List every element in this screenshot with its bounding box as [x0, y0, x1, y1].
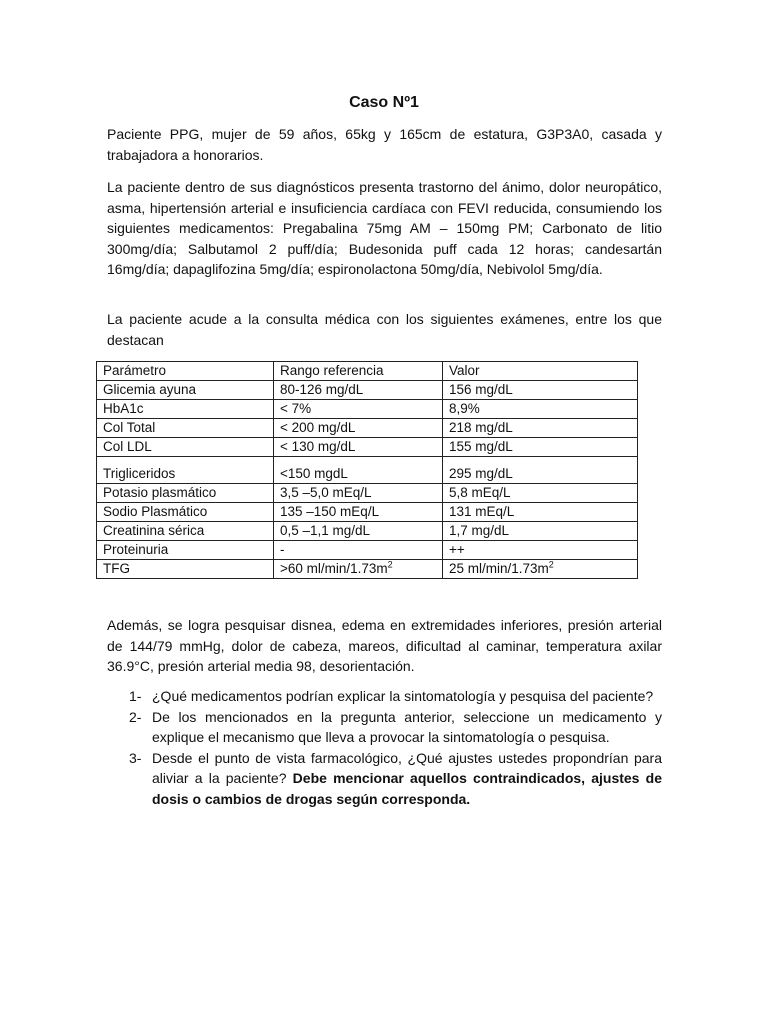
question-bold-text: Debe mencionar aquellos contraindicados, ajustes de dosis o cambios de drogas según corresponda.: [152, 770, 662, 807]
cell-value: 155 mg/dL: [443, 438, 638, 457]
cell-value: 5,8 mEq/L: [443, 484, 638, 503]
cell-parameter: Potasio plasmático: [97, 484, 274, 503]
header-reference-range: Rango referencia: [274, 362, 443, 381]
cell-parameter: TFG: [97, 560, 274, 579]
table-row: [97, 484, 638, 503]
table-row: [97, 400, 638, 419]
cell-range: < 130 mg/dL: [274, 438, 443, 457]
header-value: Valor: [443, 362, 638, 381]
cell-parameter: Proteinuria: [97, 541, 274, 560]
cell-range: <150 mgdL: [274, 457, 443, 484]
tfg-range-exponent: 2: [387, 559, 393, 570]
patient-description: Paciente PPG, mujer de 59 años, 65kg y 165cm de estatura, G3P3A0, casada y trabajadora a honorarios.: [107, 126, 662, 163]
tfg-value-exponent: 2: [548, 559, 554, 570]
cell-parameter: Glicemia ayuna: [97, 381, 274, 400]
cell-range: 3,5 –5,0 mEq/L: [274, 484, 443, 503]
table-row: [97, 457, 638, 484]
additional-findings: Además, se logra pesquisar disnea, edema en extremidades inferiores, presión arterial de 144/79 mmHg, dolor de cabeza, mareos, dificultad al caminar, temperatura axilar 36.9°C, presión arterial media 98, desorientación.: [107, 617, 662, 674]
cell-parameter: Col Total: [97, 419, 274, 438]
cell-value: 1,7 mg/dL: [443, 522, 638, 541]
cell-range: 80-126 mg/dL: [274, 381, 443, 400]
question-text: Desde el punto de vista farmacológico, ¿Qué ajustes ustedes propondrían para aliviar a la paciente?: [152, 749, 662, 786]
cell-parameter: Col LDL: [97, 438, 274, 457]
question-text: ¿Qué medicamentos podrían explicar la sintomatología y pesquisa del paciente?: [152, 688, 654, 704]
cell-parameter: Sodio Plasmático: [97, 503, 274, 522]
cell-value: 218 mg/dL: [443, 419, 638, 438]
table-row: [97, 438, 638, 457]
table-row-tfg: [97, 560, 638, 579]
cell-value: ++: [443, 541, 638, 560]
cell-value: 8,9%: [443, 400, 638, 419]
cell-value: [443, 560, 638, 579]
cell-range: 0,5 –1,1 mg/dL: [274, 522, 443, 541]
table-row: [97, 419, 638, 438]
cell-range: < 200 mg/dL: [274, 419, 443, 438]
tfg-range-text: >60 ml/min/1.73m: [280, 561, 388, 576]
table-row: [97, 541, 638, 560]
table-row: [97, 522, 638, 541]
cell-range: 135 –150 mEq/L: [274, 503, 443, 522]
question-text: De los mencionados en la pregunta anterior, seleccione un medicamento y explique el mecanismo que lleva a provocar la sintomatología o pesquisa.: [152, 708, 662, 745]
cell-value: 131 mEq/L: [443, 503, 638, 522]
table-header-row: [97, 362, 638, 381]
cell-value: 156 mg/dL: [443, 381, 638, 400]
list-item: [107, 686, 662, 707]
cell-parameter: Trigliceridos: [97, 457, 274, 484]
list-item: [107, 707, 662, 748]
list-item: [107, 748, 662, 810]
cell-range: [274, 560, 443, 579]
question-number: 1-: [129, 688, 142, 704]
table-row: [97, 503, 638, 522]
exams-intro: La paciente acude a la consulta médica con los siguientes exámenes, entre los que destacan: [107, 311, 662, 348]
header-parameter: Parámetro: [97, 362, 274, 381]
diagnoses-medications: La paciente dentro de sus diagnósticos presenta trastorno del ánimo, dolor neuropático, asma, hipertensión arterial e insuficiencia cardíaca con FEVI reducida, consumiendo los siguientes medicamentos: Pregabalina 75mg AM – 150mg PM; Carbonato de litio 300mg/día; Salbutamol 2 puff/día; Budesonida puff cada 12 horas; candesartán 16mg/día; dapaglifozina 5mg/día; espironolactona 50mg/día, Nebivolol 5mg/día.: [107, 179, 662, 277]
tfg-value-text: 25 ml/min/1.73m: [449, 561, 549, 576]
cell-range: < 7%: [274, 400, 443, 419]
cell-range: -: [274, 541, 443, 560]
question-number: 2-: [129, 708, 142, 725]
cell-parameter: HbA1c: [97, 400, 274, 419]
cell-value: 295 mg/dL: [443, 457, 638, 484]
cell-parameter: Creatinina sérica: [97, 522, 274, 541]
lab-results-table: [96, 361, 638, 579]
question-number: 3-: [129, 749, 142, 766]
table-row: [97, 381, 638, 400]
questions-list: [107, 686, 662, 809]
case-title: Caso Nº1: [349, 94, 419, 111]
